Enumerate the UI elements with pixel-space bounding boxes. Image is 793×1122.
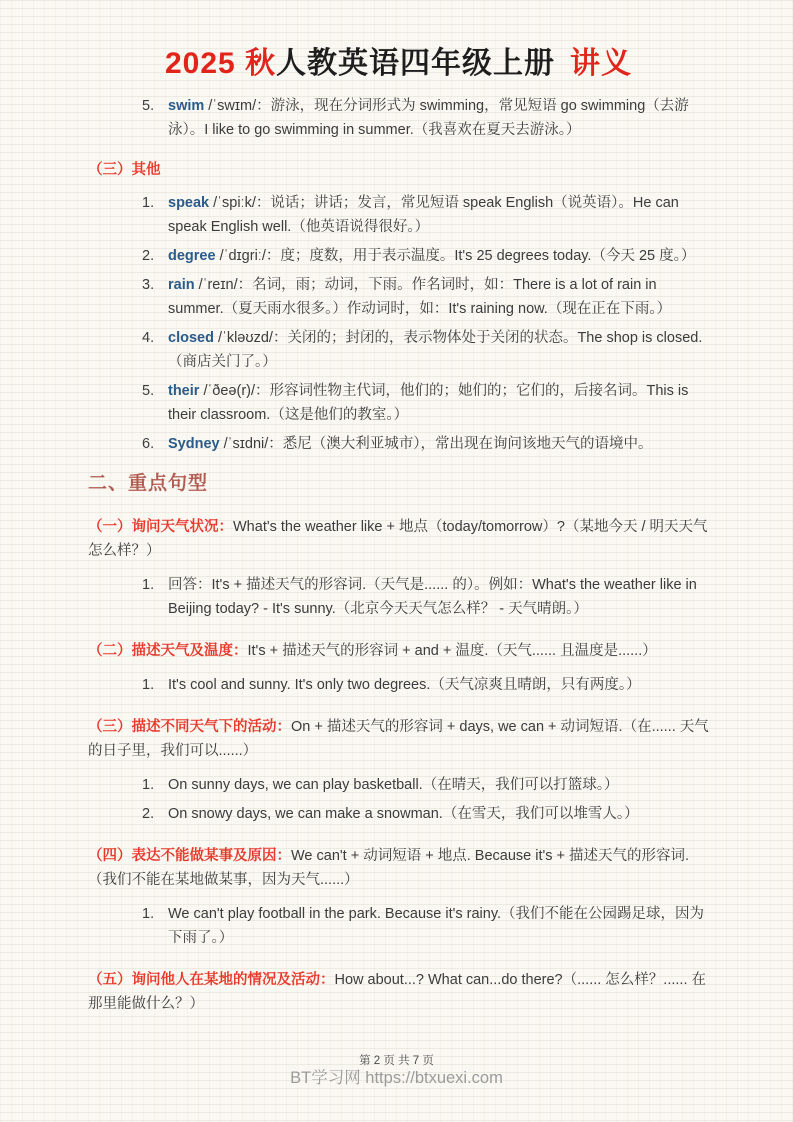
pattern-ask-weather <box>88 515 709 563</box>
vocab-item-body <box>168 379 709 427</box>
list-number: 2. <box>142 806 155 822</box>
example-text: It's cool and sunny. It's only two degrees.（天气凉爽且晴朗，只有两度。） <box>168 677 641 693</box>
vocab-item-body <box>168 244 695 268</box>
list-number: 2. <box>142 248 155 264</box>
pattern-label: （二）描述天气及温度： <box>88 643 248 659</box>
example-text: On snowy days, we can make a snowman.（在雪天，我们可以堆雪人。） <box>168 806 639 822</box>
page-title <box>88 44 709 84</box>
list-number: 1. <box>142 577 155 593</box>
pattern-ask-about-place <box>88 968 709 1016</box>
pattern-text: It's + 描述天气的形容词 + and + 温度.（天气...... 且温度是......） <box>247 643 657 659</box>
vocab-text: /ˈreɪn/：名词，雨；动词，下雨。作名词时，如：There is a lot of rain in summer.（夏天雨水很多。）作动词时，如：It's raining now.（现在正在下雨。） <box>168 277 672 317</box>
vocab-word: closed <box>168 330 214 346</box>
vocab-word: degree <box>168 248 216 264</box>
vocab-word: rain <box>168 277 195 293</box>
vocab-item-swim <box>142 94 709 142</box>
vocab-item-body <box>168 273 709 321</box>
vocab-item-their <box>142 379 709 427</box>
vocab-item-sydney <box>142 432 709 456</box>
pattern-example <box>142 802 709 826</box>
vocab-item-rain <box>142 273 709 321</box>
pattern-label: （五）询问他人在某地的情况及活动： <box>88 972 335 988</box>
section-heading-sentence-patterns: 二、重点句型 <box>88 473 209 494</box>
pattern-example <box>142 573 709 621</box>
example-text: On sunny days, we can play basketball.（在晴天，我们可以打篮球。） <box>168 777 619 793</box>
pattern-example <box>142 902 709 950</box>
section-heading-other: （三）其他 <box>88 162 161 178</box>
pattern-label: （四）表达不能做某事及原因： <box>88 848 291 864</box>
vocab-item-body <box>168 191 709 239</box>
vocab-text: /ˈðeə(r)/：形容词性物主代词，他们的；她们的；它们的，后接名词。This is their classroom.（这是他们的教室。） <box>168 383 689 423</box>
vocab-item-body <box>168 94 709 142</box>
list-number: 1. <box>142 677 155 693</box>
vocab-item-speak <box>142 191 709 239</box>
title-book-name: 人教英语四年级上册 <box>276 47 556 80</box>
vocab-item-closed <box>142 326 709 374</box>
footer-page-number: 第 2 页 共 7 页 <box>359 1055 434 1067</box>
vocab-text: /ˈsɪdni/：悉尼（澳大利亚城市），常出现在询问该地天气的语境中。 <box>219 436 653 452</box>
vocab-item-degree <box>142 244 709 268</box>
vocab-word: Sydney <box>168 436 220 452</box>
pattern-cannot-do-reason <box>88 844 709 892</box>
vocab-text: /ˈdɪgriː/：度；度数，用于表示温度。It's 25 degrees today.（今天 25 度。） <box>215 248 696 264</box>
pattern-label: （一）询问天气状况： <box>88 519 233 535</box>
title-doc-type: 讲义 <box>570 47 633 80</box>
pattern-text: How about...? What can...do there?（...... 怎么样？...... 在那里能做什么？） <box>88 972 707 1012</box>
list-number: 1. <box>142 195 155 211</box>
list-number: 5. <box>142 98 155 114</box>
pattern-example <box>142 673 709 697</box>
list-number: 4. <box>142 330 155 346</box>
title-year-season: 2025 秋 <box>164 47 277 80</box>
vocab-item-body <box>168 326 709 374</box>
vocab-text: /ˈkləʊzd/：关闭的；封闭的，表示物体处于关闭的状态。The shop is closed.（商店关门了。） <box>168 330 703 370</box>
vocab-item-body <box>168 432 653 456</box>
pattern-describe-weather-temp <box>88 639 709 663</box>
pattern-text: What's the weather like + 地点（today/tomorrow）?（某地今天 / 明天天气怎么样？） <box>88 519 708 559</box>
pattern-text: On + 描述天气的形容词 + days, we can + 动词短语.（在...... 天气的日子里，我们可以......） <box>88 719 709 759</box>
pattern-label: （三）描述不同天气下的活动： <box>88 719 291 735</box>
vocab-text: /ˈswɪm/：游泳，现在分词形式为 swimming，常见短语 go swimming（去游泳）。I like to go swimming in summer.（我喜欢在夏天去游泳。） <box>168 98 689 138</box>
pattern-example <box>142 773 709 797</box>
vocab-word: speak <box>168 195 210 211</box>
example-text: 回答：It's + 描述天气的形容词.（天气是...... 的）。例如：What's the weather like in Beijing today? - It's sunny.（北京今天天气怎么样？ - 天气晴朗。） <box>168 577 697 617</box>
vocab-word: their <box>168 383 200 399</box>
pattern-text: We can't + 动词短语 + 地点. Because it's + 描述天气的形容词.（我们不能在某地做某事，因为天气......） <box>88 848 690 888</box>
vocab-text: /ˈspiːk/：说话；讲话；发言，常见短语 speak English（说英语）。He can speak English well.（他英语说得很好。） <box>168 195 679 235</box>
pattern-activities-in-weather <box>88 715 709 763</box>
vocab-word: swim <box>168 98 205 114</box>
list-number: 6. <box>142 436 155 452</box>
footer-site-link: BT学习网 https://btxuexi.com <box>290 1069 503 1087</box>
list-number: 1. <box>142 906 155 922</box>
page-footer <box>0 1054 793 1089</box>
list-number: 5. <box>142 383 155 399</box>
example-text: We can't play football in the park. Because it's rainy.（我们不能在公园踢足球，因为下雨了。） <box>168 906 705 946</box>
list-number: 3. <box>142 277 155 293</box>
list-number: 1. <box>142 777 155 793</box>
